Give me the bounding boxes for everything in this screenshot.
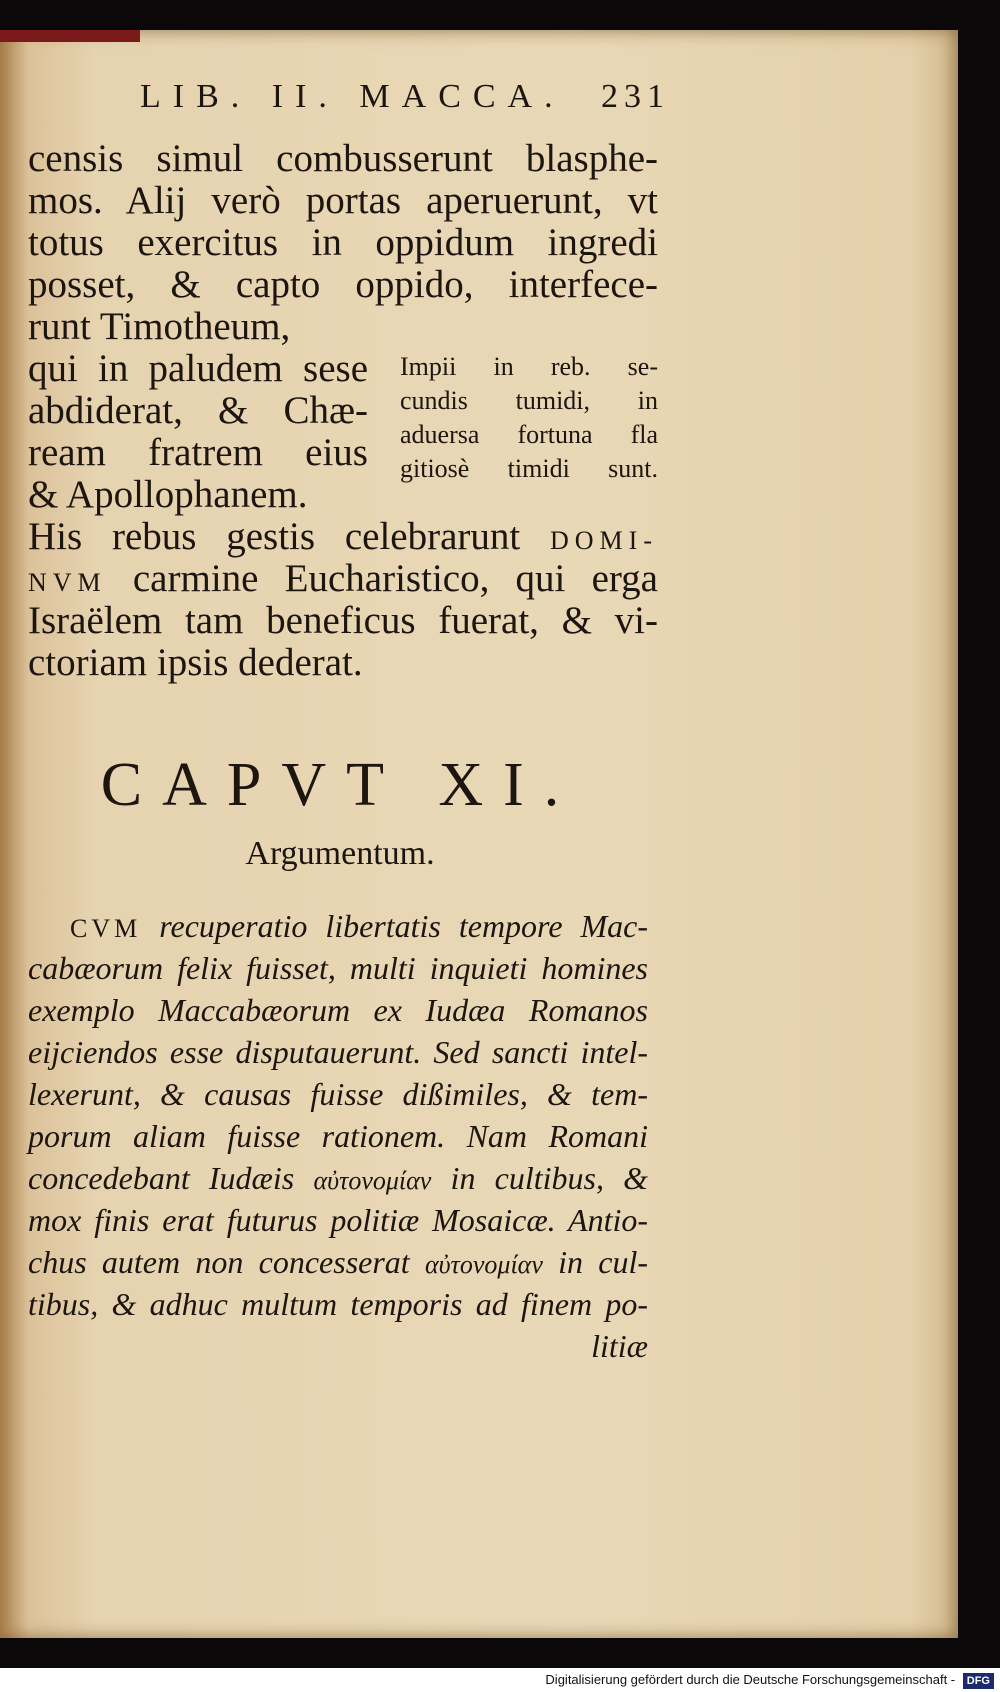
body-line: mos. Alij verò portas aperuerunt, vt [28,179,658,222]
margin-note-line: cundis tumidi, in [400,386,658,415]
argument-line: porum aliam fuisse rationem. Nam Romani [28,1118,648,1154]
argument-line-text: concedebant Iudæis [28,1160,295,1196]
argument-line-text: chus autem non concesserat [28,1244,410,1280]
body-line-text: carmine Eucharistico, qui erga [132,557,658,600]
argument-line-text: in cultibus, & [450,1160,649,1196]
body-line: posset, & capto oppido, interfece- [28,263,658,306]
body-line: ctoriam ipsis dederat. [28,641,363,684]
drop-initial: CVM [70,914,142,943]
body-line: Israëlem tam beneficus fuerat, & vi- [28,599,658,642]
greek-word: αὐτονομίαν [313,1166,432,1195]
body-line: qui in paludem sese [28,347,368,390]
body-line: censis simul combusserunt blasphe- [28,137,658,180]
smallcaps-word: NVM [28,568,107,597]
margin-note-line: gitiosè timidi sunt. [400,454,658,483]
book-page [0,30,958,1638]
running-head-title: LIB. II. MACCA. [140,78,565,115]
margin-note-line: aduersa fortuna fla [400,420,658,449]
argument-line: exemplo Maccabæorum ex Iudæa Romanos [28,992,648,1028]
smallcaps-word: DOMI- [550,526,658,555]
argument-line: tibus, & adhuc multum temporis ad finem po- [28,1286,648,1322]
digitization-footer [0,1668,1000,1692]
argument-line-text: in cul- [558,1244,649,1280]
footer-credit: Digitalisierung gefördert durch die Deutsche Forschungsgemeinschaft - [545,1672,956,1687]
dfg-logo-icon: DFG [963,1673,994,1689]
body-line [28,516,658,562]
margin-note-line: Impii in reb. se- [400,352,658,381]
argument-heading: Argumentum. [245,835,435,872]
body-line: totus exercitus in oppidum ingredi [28,221,658,264]
body-line: abdiderat, & Chæ- [28,389,368,432]
argument-line: mox finis erat futurus politiæ Mosaicæ. Antio- [28,1202,648,1238]
argument-line-text: recuperatio libertatis tempore Mac- [159,908,649,944]
chapter-heading: CAPVT XI. [100,751,580,819]
page-edge-mark [0,30,140,42]
argument-line: lexerunt, & causas fuisse dißimiles, & tem- [28,1076,648,1112]
argument-line [70,906,648,949]
body-line: runt Timotheum, [28,305,291,348]
argument-line [28,1158,648,1201]
argument-line: eijciendos esse disputauerunt. Sed sancti intel- [28,1034,648,1070]
running-head [140,78,670,116]
catchword: litiæ [591,1328,648,1364]
body-line: & Apollophanem. [28,473,308,516]
greek-word: αὐτονομίαν [424,1250,543,1279]
body-line [28,558,658,604]
argument-line: cabæorum felix fuisset, multi inquieti homines [28,950,648,986]
body-line: ream fratrem eius [28,431,368,474]
argument-line [28,1242,648,1285]
body-line-text: His rebus gestis celebrarunt [28,515,521,558]
page-number: 231 [601,78,670,115]
